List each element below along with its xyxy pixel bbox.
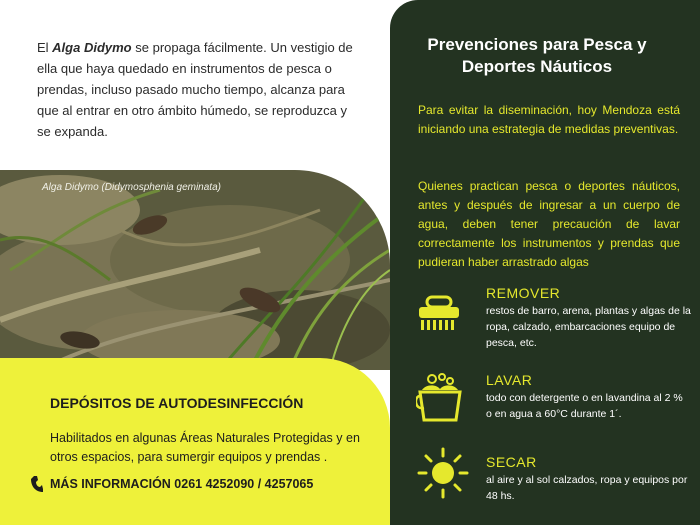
didymo-photo xyxy=(0,170,390,370)
prevenciones-paragraph-1: Para evitar la diseminación, hoy Mendoza está iniciando una estrategia de medidas preventivas. xyxy=(418,103,680,136)
brush-icon xyxy=(415,291,463,333)
depositos-title: DEPÓSITOS DE AUTODESINFECCIÓN xyxy=(50,395,304,411)
species-name: Alga Didymo xyxy=(52,40,132,55)
lavar-title: LAVAR xyxy=(486,372,533,388)
photo-caption: Alga Didymo (Didymosphenia geminata) xyxy=(42,182,221,193)
phone-icon xyxy=(30,475,44,493)
intro-paragraph: El Alga Didymo se propaga fácilmente. Un vestigio de ella que haya quedado en instrumentos de pesca o prendas, incluso pasado mucho tiempo, alcanza para que al entrar en otro ámbito húmedo, se reproduzca y se expanda. xyxy=(37,40,353,139)
sun-icon xyxy=(417,447,469,499)
remover-title: REMOVER xyxy=(486,285,561,301)
phone-info[interactable]: MÁS INFORMACIÓN 0261 4252090 / 4257065 xyxy=(50,477,314,491)
remover-text: restos de barro, arena, plantas y algas de la ropa, calzado, embarcaciones equipo de pesca, etc. xyxy=(486,305,691,349)
lavar-text: todo con detergente o en lavandina al 2 % o en agua a 60°C durante 1´. xyxy=(486,392,683,420)
prevenciones-title: Prevenciones para Pesca y Deportes Náuticos xyxy=(427,35,647,76)
secar-title: SECAR xyxy=(486,454,537,470)
secar-text: al aire y al sol calzados, ropa y equipos por 48 hs. xyxy=(486,474,688,502)
bucket-icon xyxy=(416,372,464,424)
depositos-text: Habilitados en algunas Áreas Naturales Protegidas y en otros espacios, para sumergir equipos y prendas . xyxy=(50,431,360,464)
prevenciones-paragraph-2: Quienes practican pesca o deportes náuticos, antes y después de ingresar a un cuerpo de agua, deben tener precaución de lavar correctamente los instrumentos y prendas que pudieran haber arrastrado algas xyxy=(418,179,680,269)
